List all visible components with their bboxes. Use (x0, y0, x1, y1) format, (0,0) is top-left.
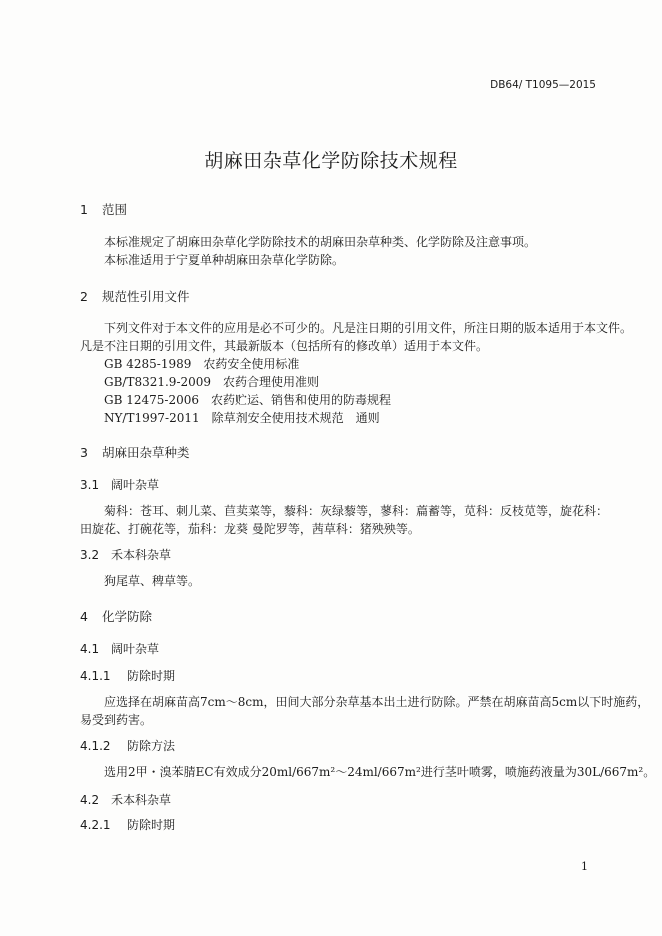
section-number: 4 (80, 609, 88, 624)
subsection-title: 防除方法 (127, 739, 176, 753)
paragraph: 选用2甲・溴苯腈EC有效成分20ml/667m²～24ml/667m²进行茎叶喷雾，喷施药液量为30L/667m²。 (104, 765, 656, 779)
subsection-number: 4.1 (80, 642, 100, 656)
reference-item: NY/T1997-2011 除草剂安全使用技术规范 通则 (104, 411, 380, 425)
document-title: 胡麻田杂草化学防除技术规程 (204, 150, 458, 172)
paragraph: 下列文件对于本文件的应用是必不可少的。凡是注日期的引用文件，所注日期的版本适用于本文件。 (104, 321, 633, 335)
subsection-3-1-heading (80, 476, 159, 493)
paragraph: 本标准规定了胡麻田杂草化学防除技术的胡麻田杂草种类、化学防除及注意事项。 (104, 235, 537, 249)
paragraph-continued: 易受到药害。 (80, 713, 153, 727)
section-title: 范围 (102, 202, 128, 217)
subsection-title: 禾本科杂草 (111, 793, 172, 807)
paragraph: 本标准适用于宁夏单种胡麻田杂草化学防除。 (104, 253, 345, 267)
subsection-number: 4.1.2 (80, 739, 111, 753)
paragraph: 狗尾草、稗草等。 (104, 574, 201, 588)
subsection-number: 3.2 (80, 548, 100, 562)
subsection-title: 禾本科杂草 (111, 548, 172, 562)
subsection-4-1-heading (80, 640, 159, 657)
section-2-heading (80, 287, 190, 305)
section-number: 2 (80, 289, 88, 304)
paragraph-continued: 凡是不注日期的引用文件，其最新版本（包括所有的修改单）适用于本文件。 (80, 339, 489, 353)
section-title: 胡麻田杂草种类 (102, 445, 190, 460)
section-number: 1 (80, 202, 88, 217)
section-title: 化学防除 (102, 609, 153, 624)
paragraph-continued: 田旋花、打碗花等，茄科：龙葵 曼陀罗等，茜草科：猪殃殃等。 (80, 522, 420, 536)
subsection-4-1-2-heading (80, 737, 175, 754)
subsection-number: 3.1 (80, 478, 100, 492)
section-1-heading (80, 200, 127, 218)
section-number: 3 (80, 445, 88, 460)
subsection-number: 4.2 (80, 793, 100, 807)
subsection-4-2-heading (80, 791, 171, 808)
subsection-title: 防除时期 (127, 818, 176, 832)
reference-item: GB 12475-2006 农药贮运、销售和使用的防毒规程 (104, 393, 391, 407)
page-number: 1 (581, 860, 588, 873)
subsection-number: 4.2.1 (80, 818, 111, 832)
paragraph: 菊科：苍耳、刺儿菜、苣荬菜等，藜科：灰绿藜等，蓼科：萹蓄等，苋科：反枝苋等，旋花科： (104, 504, 609, 518)
reference-item: GB 4285-1989 农药安全使用标准 (104, 357, 300, 371)
section-4-heading (80, 607, 152, 625)
reference-item: GB/T8321.9-2009 农药合理使用准则 (104, 375, 320, 389)
subsection-title: 阔叶杂草 (111, 478, 160, 492)
subsection-4-2-1-heading (80, 816, 175, 833)
subsection-title: 防除时期 (127, 669, 176, 683)
subsection-number: 4.1.1 (80, 669, 111, 683)
paragraph: 应选择在胡麻苗高7cm～8cm，田间大部分杂草基本出土进行防除。严禁在胡麻苗高5cm以下时施药， (104, 695, 650, 709)
subsection-title: 阔叶杂草 (111, 642, 160, 656)
subsection-4-1-1-heading (80, 667, 175, 684)
section-3-heading (80, 443, 190, 461)
subsection-3-2-heading (80, 546, 171, 563)
section-title: 规范性引用文件 (102, 289, 190, 304)
document-code: DB64/ T1095—2015 (490, 79, 596, 91)
